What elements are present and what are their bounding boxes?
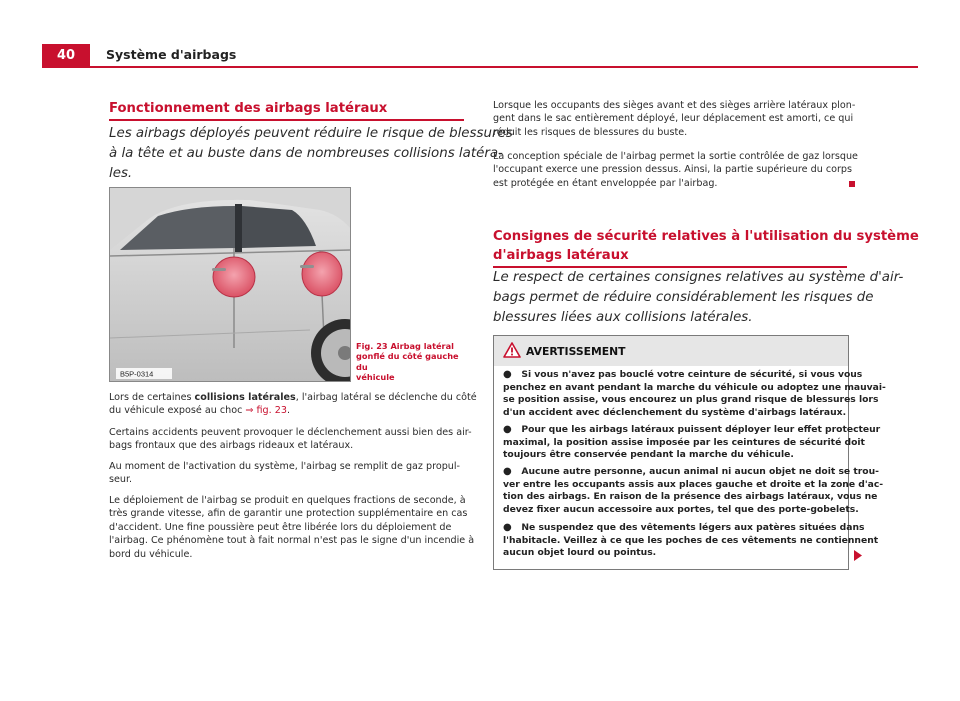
chapter-title: Système d'airbags <box>106 47 237 62</box>
section-heading-left: Fonctionnement des airbags latéraux <box>109 101 388 116</box>
bullet-icon: ● <box>503 522 512 533</box>
section-heading-right: Consignes de sécurité relatives à l'utilisation du système d'airbags latéraux <box>493 229 919 263</box>
header-rule <box>90 66 918 68</box>
side-airbag-figure <box>109 187 351 382</box>
warning-item: ● Ne suspendez que des vêtements légers aux patères situées dans l'habitacle. Veillez à ce que les poches de ces vêtements ne contiennent aucun objet lourd ou pointus. <box>503 522 879 559</box>
continue-arrow-icon <box>853 550 863 561</box>
paragraph-left-4: Le déploiement de l'airbag se produit en quelques fractions de seconde, à très grande vitesse, afin de garantir une protection supplémentaire en cas d'accident. Une fine poussière peut être libérée lors du déploiement de l'airbag. Ce phénomène tout à fait normal n'est pas le signe d'un incendie à bord du véhicule. <box>109 495 475 560</box>
paragraph-left-3: Au moment de l'activation du système, l'airbag se remplit de gaz propul- seur. <box>109 461 461 486</box>
lead-paragraph-right: Le respect de certaines consignes relatives au système d'air- bags permet de réduire considérablement les risques de blessures liées aux collisions latérales. <box>493 270 904 325</box>
bullet-icon: ● <box>503 369 512 380</box>
heading-underline <box>109 119 464 121</box>
paragraph-left-2: Certains accidents peuvent provoquer le déclenchement aussi bien des air- bags frontaux que des airbags rideaux et latéraux. <box>109 427 472 452</box>
bullet-icon: ● <box>503 424 512 435</box>
warning-title: AVERTISSEMENT <box>526 345 626 358</box>
figure-code: B5P-0314 <box>120 369 154 379</box>
figure-reference-link[interactable]: ⇒ fig. 23 <box>245 405 287 417</box>
paragraph-right-2: La conception spéciale de l'airbag permet la sortie contrôlée de gaz lorsque l'occupant exerce une pression dessus. Ainsi, la partie supérieure du corps est protégée en étant enveloppée par l'airbag. <box>493 151 858 189</box>
warning-triangle-icon <box>503 342 521 358</box>
page-number: 40 <box>42 44 90 68</box>
section-end-marker <box>849 181 855 187</box>
warning-item: ● Pour que les airbags latéraux puissent déployer leur effet protecteur maximal, la position assise imposée par les ceintures de sécurité doit toujours être conservée pendant la marche du véhicule. <box>503 424 881 461</box>
warning-item: ● Si vous n'avez pas bouclé votre ceinture de sécurité, si vous vous penchez en avant pendant la marche du véhicule ou adoptez une mauvai- se position assise, vous encourez un plus grand risque de blessures lors d'un accident avec déclenchement du système d'airbags latéraux. <box>503 369 886 418</box>
lead-paragraph-left: Les airbags déployés peuvent réduire le risque de blessures à la tête et au buste dans de nombreuses collisions latéra- les. <box>109 126 513 181</box>
paragraph-left-1: Lors de certaines collisions latérales, l'airbag latéral se déclenche du côté du véhicule exposé au choc ⇒ fig. 23. <box>109 392 477 417</box>
warning-box <box>493 335 886 570</box>
figure-caption: Fig. 23 Airbag latéral gonflé du côté gauche du véhicule <box>356 341 459 383</box>
paragraph-right-1: Lorsque les occupants des sièges avant et des sièges arrière latéraux plon- gent dans le sac entièrement déployé, leur déplacement est amorti, ce qui réduit les risques de blessures du buste. <box>493 100 856 138</box>
warning-header <box>494 336 848 366</box>
car-illustration <box>110 188 350 381</box>
warning-item: ● Aucune autre personne, aucun animal ni aucun objet ne doit se trou- ver entre les occupants assis aux places gauche et droite et la zone d'ac- tion des airbags. En raison de la présence des airbags latéraux, vous ne devez fixer aucun accessoire aux portes, tel que des porte-gobelets. <box>503 466 884 515</box>
bullet-icon: ● <box>503 466 512 477</box>
